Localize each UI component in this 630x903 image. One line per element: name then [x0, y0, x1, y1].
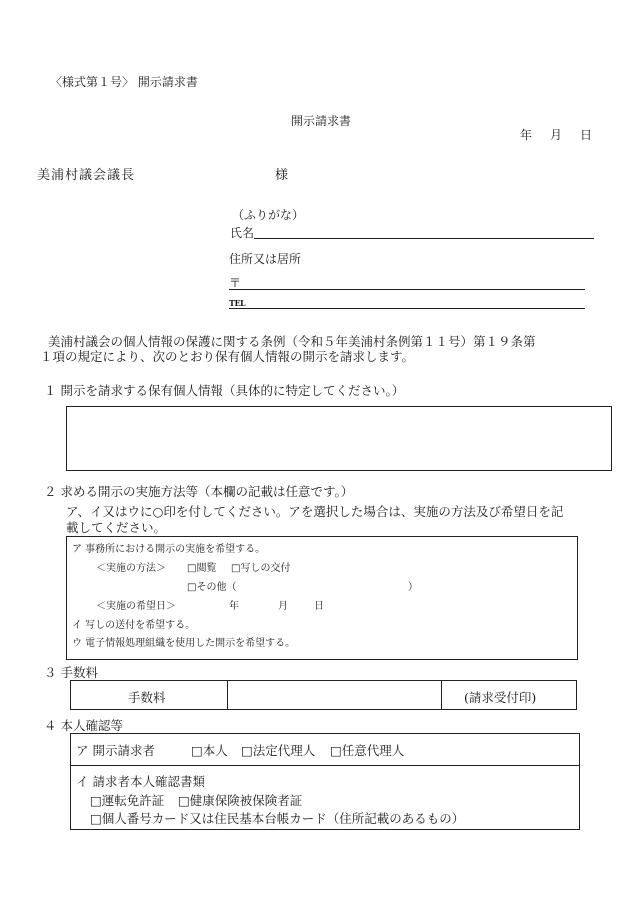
method-label: ＜実施の方法＞ — [96, 563, 166, 574]
preferred-year: 年 — [229, 601, 239, 612]
preferred-day: 日 — [314, 601, 324, 612]
name-label: 氏名 — [230, 226, 255, 240]
tel-mark: TEL — [229, 298, 246, 308]
option-i-mail-copy[interactable]: イ 写しの送付を希望する。 — [72, 620, 196, 631]
addressee: 美浦村議会議長 — [37, 168, 136, 183]
section4-heading: ４ 本人確認等 — [44, 718, 123, 733]
furigana-label: （ふりがな） — [232, 208, 305, 222]
requester-type-label: ア 開示請求者 — [76, 743, 155, 758]
fee-label: 手数料 — [128, 690, 166, 705]
section3-heading: ３ 手数料 — [44, 665, 98, 680]
address-label: 住所又は居所 — [229, 252, 302, 266]
fee-table-divider-2 — [441, 680, 442, 710]
postal-mark: 〒 — [229, 276, 242, 290]
section1-heading: １ 開示を請求する保有個人情報（具体的に特定してください。） — [44, 383, 405, 398]
id-documents-label: イ 請求者本人確認書類 — [76, 774, 205, 789]
requested-info-box[interactable] — [66, 406, 612, 471]
self-checkbox[interactable]: □本人 — [191, 743, 228, 758]
identity-table-row-divider — [70, 765, 580, 766]
method-copy-checkbox[interactable]: □写しの交付 — [231, 563, 291, 574]
date-line: 年 月 日 — [520, 128, 596, 142]
mynumber-card-checkbox[interactable]: □個人番号カード又は住民基本台帳カード（住所記載のあるもの） — [90, 811, 465, 826]
intro-line-2: １項の規定により、次のとおり保有個人情報の開示を請求します。 — [40, 349, 415, 364]
document-title: 開示請求書 — [291, 114, 352, 128]
honorific: 様 — [275, 168, 289, 183]
health-insurance-checkbox[interactable]: □健康保険被保険者証 — [178, 793, 303, 808]
method-other-close: ） — [408, 582, 418, 593]
reception-stamp-label: (請求受付印) — [464, 690, 537, 705]
fee-table-divider-1 — [227, 680, 228, 710]
voluntary-agent-checkbox[interactable]: □任意代理人 — [330, 743, 405, 758]
intro-line-1: 美浦村議会の個人情報の保護に関する条例（令和５年美浦村条例第１１号）第１９条第 — [48, 334, 536, 349]
preferred-month: 月 — [278, 601, 288, 612]
method-view-checkbox[interactable]: □閲覧 — [187, 563, 217, 574]
section2-heading: ２ 求める開示の実施方法等（本欄の記載は任意です。） — [44, 484, 354, 499]
form-number-label: 〈様式第１号〉 開示請求書 — [50, 75, 198, 89]
method-other-checkbox[interactable]: □その他（ — [187, 582, 237, 593]
legal-agent-checkbox[interactable]: □法定代理人 — [241, 743, 316, 758]
name-field[interactable] — [254, 238, 594, 239]
option-u-electronic-disclosure[interactable]: ウ 電子情報処理組織を使用した開示を希望する。 — [72, 638, 296, 649]
section2-note-line-2: 載してください。 — [66, 520, 167, 535]
tel-field[interactable] — [229, 308, 585, 309]
section2-note-line-1: ア、イ又はウに○印を付してください。アを選択した場合は、実施の方法及び希望日を記 — [66, 504, 564, 519]
option-a-office-disclosure[interactable]: ア 事務所における開示の実施を希望する。 — [72, 544, 266, 555]
drivers-license-checkbox[interactable]: □運転免許証 — [90, 793, 165, 808]
preferred-date-label: ＜実施の希望日＞ — [96, 601, 176, 612]
address-field[interactable] — [229, 289, 585, 290]
